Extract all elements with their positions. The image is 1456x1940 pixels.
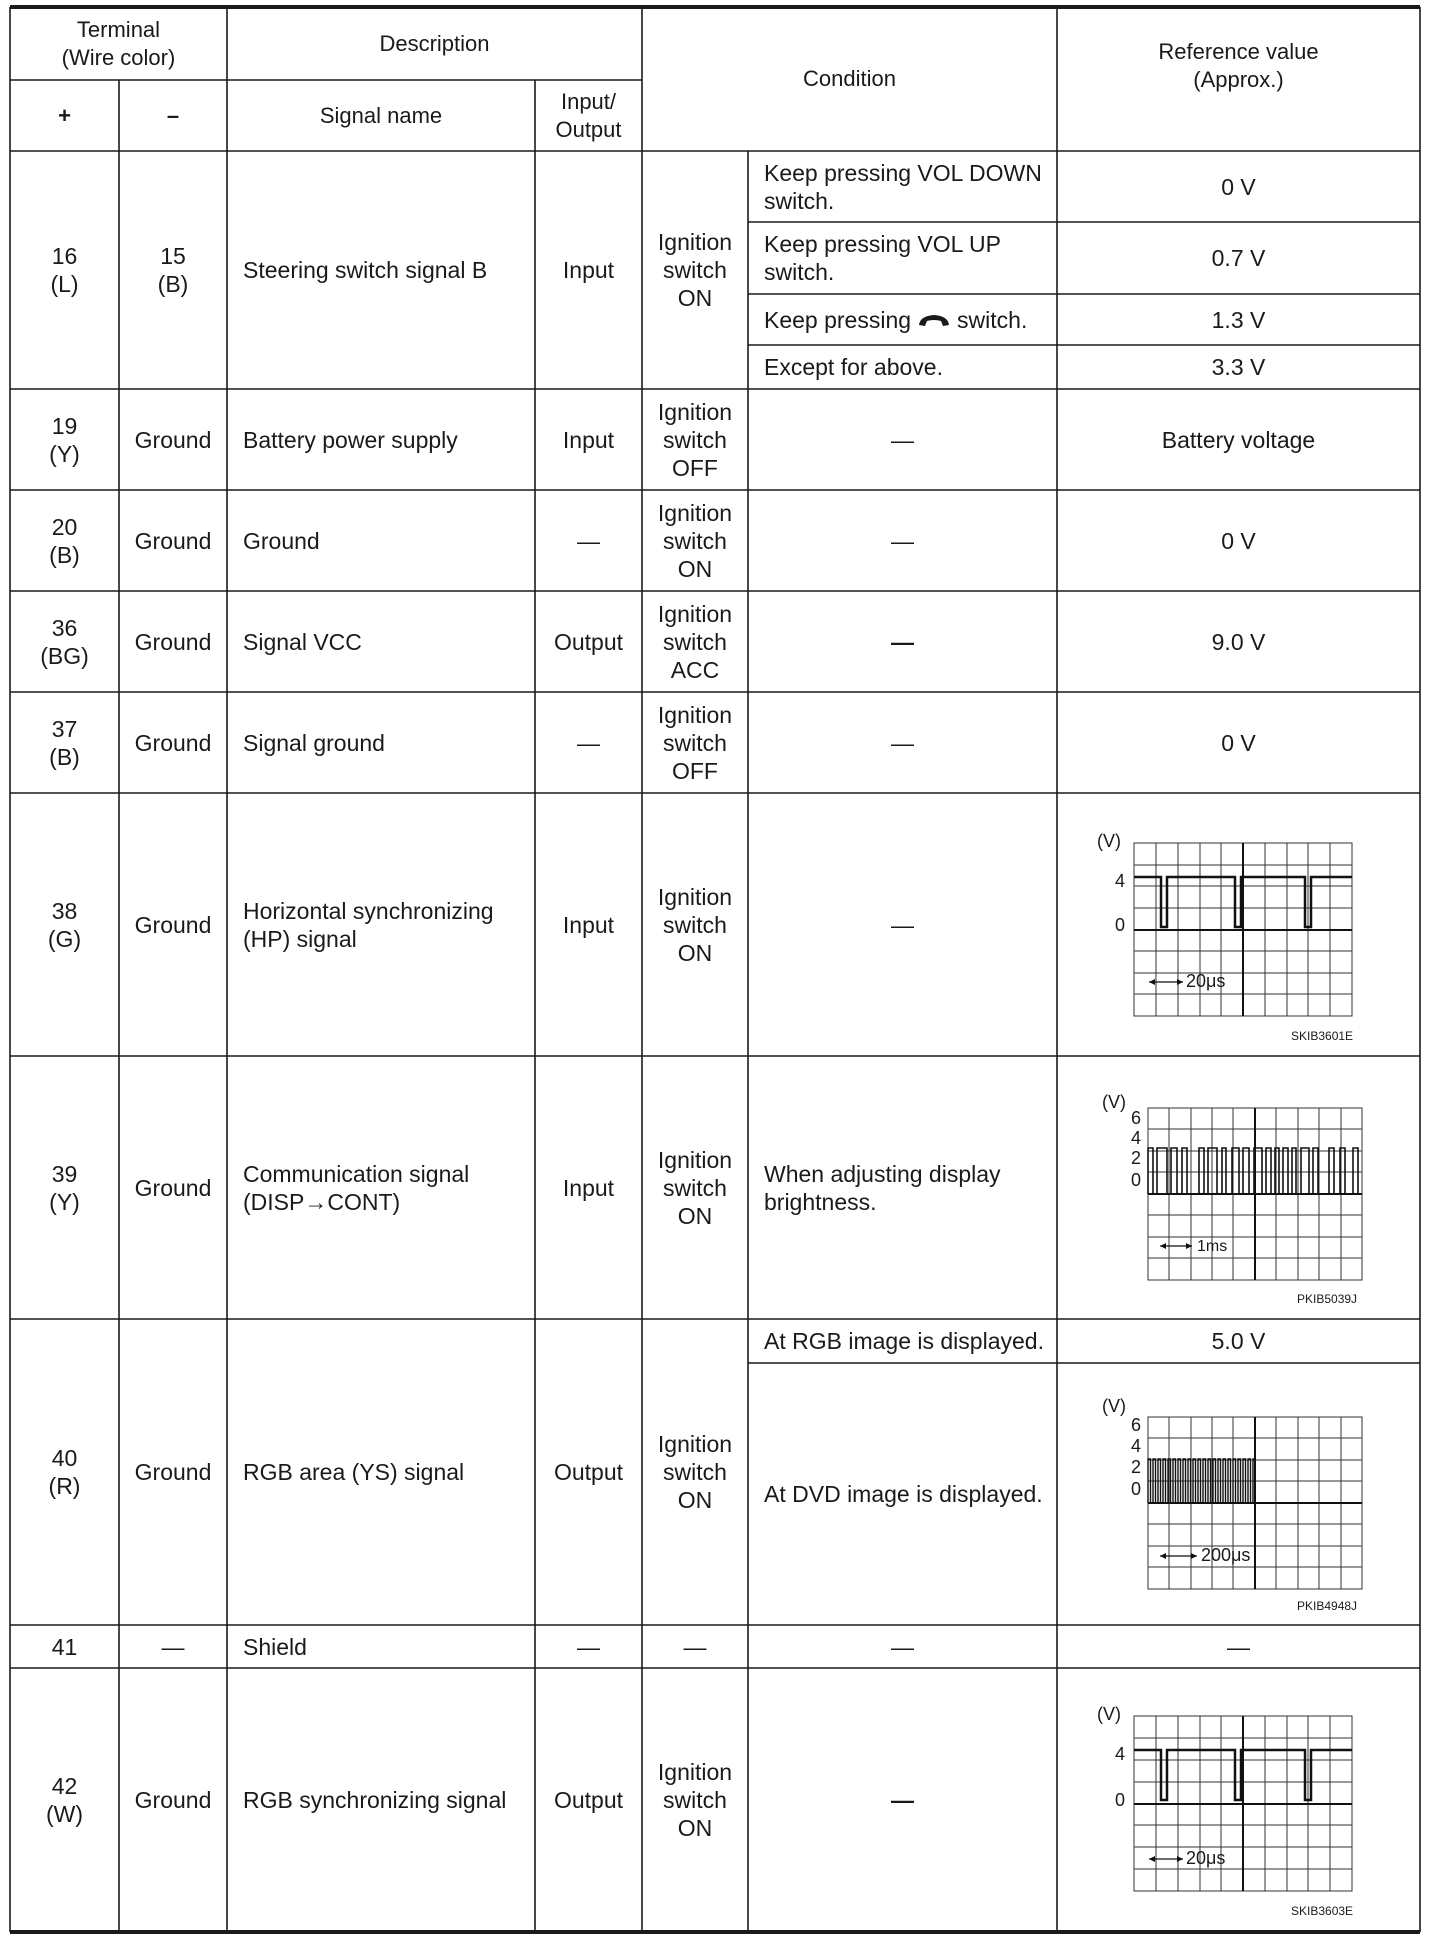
signal-name-39: Communication signal (DISP→CONT) [243, 1160, 470, 1215]
ignition-37: Ignition switch OFF [657, 701, 733, 784]
comm-tick-0: 0 [1131, 1170, 1142, 1190]
condition-41: — [891, 1633, 914, 1660]
ref-40-rgb: 5.0 V [1211, 1328, 1266, 1354]
signal-name-42: RGB synchronizing signal [243, 1787, 507, 1813]
rgb-area-figure-code: PKIB4948J [1297, 1599, 1358, 1613]
condition-42: — [891, 1787, 914, 1813]
io-39: Input [562, 1174, 615, 1201]
terminal-minus-20: Ground [134, 527, 212, 554]
condition-38: — [891, 911, 914, 938]
phone-hangup-icon [917, 312, 951, 328]
condition-16-vol-down: Keep pressing VOL DOWN switch. [764, 159, 1042, 214]
signal-name-20: Ground [243, 527, 320, 554]
ref-16-except: 3.3 V [1211, 354, 1266, 380]
io-40: Output [553, 1459, 624, 1485]
terminal-minus-42: Ground [134, 1787, 212, 1813]
hp-figure-code: SKIB3601E [1291, 1029, 1354, 1043]
io-16: Input [562, 257, 615, 283]
signal-name-40: RGB area (YS) signal [243, 1459, 465, 1485]
ignition-16: Ignition switch ON [657, 229, 733, 311]
ref-37: 0 V [1221, 729, 1256, 756]
io-41: — [577, 1633, 600, 1660]
ignition-20: Ignition switch ON [657, 499, 733, 582]
ignition-42: Ignition switch ON [657, 1759, 733, 1841]
io-19: Input [562, 426, 615, 453]
terminal-minus-19: Ground [134, 426, 212, 453]
io-36: Output [553, 628, 624, 655]
ignition-40: Ignition switch ON [657, 1431, 733, 1513]
header-minus: – [166, 102, 180, 128]
condition-16-except: Except for above. [764, 354, 943, 380]
rgb-sync-time-div: 20μs [1186, 1848, 1226, 1868]
ref-19: Battery voltage [1161, 426, 1316, 453]
signal-name-36: Signal VCC [243, 628, 362, 655]
terminal-plus-19: 19 (Y) [49, 412, 80, 467]
terminal-plus-41: 41 [51, 1633, 78, 1660]
condition-39: When adjusting display brightness. [764, 1160, 1001, 1215]
signal-name-19: Battery power supply [243, 426, 458, 453]
signal-name-41: Shield [243, 1633, 307, 1660]
condition-36: — [891, 628, 914, 655]
rgb-area-tick-6: 6 [1131, 1415, 1142, 1435]
condition-16-handset [748, 294, 1057, 345]
hp-tick-0: 0 [1115, 915, 1126, 935]
oscilloscope-communication-signal [1057, 1056, 1420, 1319]
comm-unit-label: (V) [1102, 1092, 1126, 1112]
terminal-plus-38: 38 (G) [47, 897, 82, 952]
oscilloscope-rgb-sync-signal [1057, 1668, 1420, 1932]
rgb-sync-tick-4: 4 [1115, 1744, 1126, 1764]
comm-tick-6: 6 [1131, 1108, 1142, 1128]
condition-16-handset-post: switch. [957, 306, 1028, 333]
io-38: Input [562, 911, 615, 938]
ref-41: — [1227, 1633, 1250, 1660]
condition-40-rgb: At RGB image is displayed. [764, 1328, 1044, 1354]
comm-tick-4: 4 [1131, 1128, 1142, 1148]
header-condition: Condition [803, 66, 896, 91]
condition-19: — [891, 426, 914, 453]
rgb-area-tick-2: 2 [1131, 1457, 1142, 1477]
comm-time-div: 1ms [1197, 1238, 1228, 1255]
ignition-19: Ignition switch OFF [657, 398, 733, 481]
header-signal-name: Signal name [319, 102, 443, 128]
rgb-area-tick-0: 0 [1131, 1479, 1142, 1499]
io-37: — [577, 729, 600, 756]
terminal-plus-16: 16 (L) [50, 243, 79, 297]
rgb-area-unit-label: (V) [1102, 1396, 1126, 1416]
terminal-plus-40: 40 (R) [48, 1445, 81, 1499]
rgb-sync-unit-label: (V) [1097, 1704, 1121, 1724]
ref-16-vol-down: 0 V [1221, 173, 1256, 200]
io-20: — [577, 527, 600, 554]
terminal-minus-37: Ground [134, 729, 212, 756]
hp-tick-4: 4 [1115, 871, 1126, 891]
ref-16-vol-up: 0.7 V [1211, 245, 1266, 271]
ignition-41: — [683, 1633, 707, 1660]
header-description: Description [379, 30, 490, 56]
signal-name-38: Horizontal synchronizing (HP) signal [243, 897, 494, 952]
ref-16-handset: 1.3 V [1211, 306, 1266, 333]
hp-unit-label: (V) [1097, 831, 1121, 851]
terminal-minus-36: Ground [134, 628, 212, 655]
ignition-36: Ignition switch ACC [657, 600, 733, 683]
hp-time-div: 20μs [1186, 971, 1226, 991]
rgb-area-tick-4: 4 [1131, 1436, 1142, 1456]
condition-37: — [891, 729, 914, 756]
rgb-sync-tick-0: 0 [1115, 1790, 1126, 1810]
oscilloscope-rgb-area-signal [1057, 1363, 1420, 1625]
condition-40-dvd: At DVD image is displayed. [764, 1481, 1043, 1507]
terminal-plus-20: 20 (B) [49, 513, 80, 568]
terminal-plus-39: 39 (Y) [49, 1160, 80, 1215]
comm-figure-code: PKIB5039J [1297, 1292, 1358, 1306]
rgb-sync-figure-code: SKIB3603E [1291, 1904, 1354, 1918]
terminal-minus-40: Ground [134, 1459, 212, 1485]
header-input-output: Input/ Output [555, 88, 622, 142]
condition-16-vol-up: Keep pressing VOL UP switch. [764, 231, 1001, 285]
terminal-minus-38: Ground [134, 911, 212, 938]
rgb-area-time-div: 200μs [1201, 1545, 1251, 1565]
ref-20: 0 V [1221, 527, 1256, 554]
terminal-minus-41: — [161, 1633, 185, 1660]
condition-20: — [891, 527, 914, 554]
ref-36: 9.0 V [1211, 628, 1266, 655]
header-plus: + [58, 102, 71, 128]
condition-16-handset-pre: Keep pressing [764, 306, 912, 333]
signal-name-37: Signal ground [243, 729, 385, 756]
header-reference-value: Reference value (Approx.) [1158, 39, 1319, 92]
io-42: Output [553, 1787, 624, 1813]
comm-tick-2: 2 [1131, 1148, 1142, 1168]
terminal-plus-42: 42 (W) [45, 1773, 84, 1827]
oscilloscope-hp-signal [1057, 793, 1420, 1056]
ignition-39: Ignition switch ON [657, 1146, 733, 1229]
terminal-plus-37: 37 (B) [49, 715, 80, 770]
terminal-minus-39: Ground [134, 1174, 212, 1201]
header-terminal: Terminal (Wire color) [61, 16, 176, 70]
ignition-38: Ignition switch ON [657, 883, 733, 966]
signal-name-16: Steering switch signal B [243, 257, 488, 283]
terminal-minus-15: 15 (B) [157, 243, 189, 297]
terminal-plus-36: 36 (BG) [40, 614, 89, 669]
